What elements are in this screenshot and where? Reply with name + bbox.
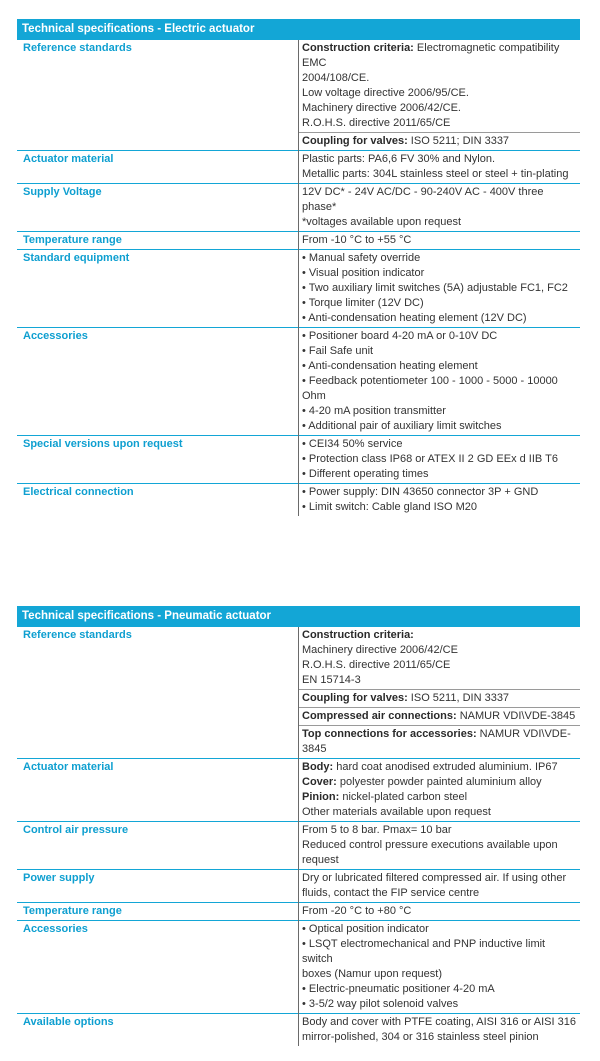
row-label-accessories: Accessories	[17, 921, 299, 1014]
table-row	[17, 151, 580, 184]
electric-table-header	[17, 19, 580, 40]
table-row	[17, 870, 580, 903]
coupling-label: Coupling for valves:	[302, 692, 408, 704]
construction-criteria-label: Construction criteria:	[302, 629, 414, 641]
table-row	[17, 436, 580, 484]
electric-table-title: Technical specifications - Electric actuator	[17, 19, 580, 40]
table-row	[17, 40, 580, 133]
row-value-control-air-pressure: From 5 to 8 bar. Pmax= 10 bar Reduced control pressure executions available upon request	[299, 822, 581, 870]
table-row	[17, 328, 580, 436]
table-row	[17, 759, 580, 822]
row-label-special-versions: Special versions upon request	[17, 436, 299, 484]
row-label-electrical-connection: Electrical connection	[17, 484, 299, 517]
row-label-temperature-range: Temperature range	[17, 232, 299, 250]
table-row	[17, 627, 580, 690]
table-row	[17, 903, 580, 921]
row-value-power-supply: Dry or lubricated filtered compressed air. If using other fluids, contact the FIP service centre	[299, 870, 581, 903]
table-row	[17, 484, 580, 517]
row-label-power-supply: Power supply	[17, 870, 299, 903]
row-value-available-options: Body and cover with PTFE coating, AISI 316 or AISI 316 mirror-polished, 304 or 316 stainless steel pinion	[299, 1014, 581, 1047]
row-value-coupling: Coupling for valves: ISO 5211, DIN 3337	[299, 690, 581, 708]
row-label-actuator-material: Actuator material	[17, 759, 299, 822]
pneumatic-table-title: Technical specifications - Pneumatic actuator	[17, 606, 580, 627]
table-row	[17, 232, 580, 250]
cover-label: Cover:	[302, 776, 337, 788]
pneumatic-spec-table	[17, 606, 580, 1046]
row-value-standard-equipment: • Manual safety override • Visual position indicator • Two auxiliary limit switches (5A) adjustable FC1, FC2 • Torque limiter (12V DC) • Anti-condensation heating element (12V DC)	[299, 250, 581, 328]
row-value-special-versions: • CEI34 50% service • Protection class IP68 or ATEX II 2 GD EEx d IIB T6 • Different operating times	[299, 436, 581, 484]
row-value-temperature-range: From -20 °C to +80 °C	[299, 903, 581, 921]
row-value-accessories: • Optical position indicator • LSQT electromechanical and PNP inductive limit switch boxes (Namur upon request) • Electric-pneumatic positioner 4-20 mA • 3-5/2 way pilot solenoid valves	[299, 921, 581, 1014]
row-value-temperature-range: From -10 °C to +55 °C	[299, 232, 581, 250]
row-label-accessories: Accessories	[17, 328, 299, 436]
row-value-reference-standards: Construction criteria: Electromagnetic compatibility EMC 2004/108/CE. Low voltage directive 2006/95/CE. Machinery directive 2006/42/CE. R.O.H.S. directive 2011/65/CE	[299, 40, 581, 133]
top-connections-label: Top connections for accessories:	[302, 728, 477, 740]
table-row	[17, 921, 580, 1014]
row-value-top-connections: Top connections for accessories: NAMUR VDI\VDE-3845	[299, 726, 581, 759]
row-value-coupling: Coupling for valves: ISO 5211; DIN 3337	[299, 133, 581, 151]
electric-spec-table	[17, 19, 580, 516]
row-label-control-air-pressure: Control air pressure	[17, 822, 299, 870]
compressed-air-label: Compressed air connections:	[302, 710, 457, 722]
pneumatic-table-header	[17, 606, 580, 627]
row-value-actuator-material: Body: hard coat anodised extruded aluminium. IP67 Cover: polyester powder painted aluminium alloy Pinion: nickel-plated carbon steel Other materials available upon request	[299, 759, 581, 822]
body-label: Body:	[302, 761, 334, 773]
row-label-available-options: Available options	[17, 1014, 299, 1047]
table-row	[17, 250, 580, 328]
pinion-label: Pinion:	[302, 791, 340, 803]
construction-criteria-label: Construction criteria:	[302, 42, 414, 54]
table-row	[17, 822, 580, 870]
row-label-reference-standards: Reference standards	[17, 627, 299, 759]
row-label-temperature-range: Temperature range	[17, 903, 299, 921]
row-label-actuator-material: Actuator material	[17, 151, 299, 184]
table-row	[17, 1014, 580, 1047]
row-value-actuator-material: Plastic parts: PA6,6 FV 30% and Nylon. Metallic parts: 304L stainless steel or steel + tin-plating	[299, 151, 581, 184]
row-value-accessories: • Positioner board 4-20 mA or 0-10V DC • Fail Safe unit • Anti-condensation heating element • Feedback potentiometer 100 - 1000 - 5000 - 10000 Ohm • 4-20 mA position transmitter • Additional pair of auxiliary limit switches	[299, 328, 581, 436]
row-label-supply-voltage: Supply Voltage	[17, 184, 299, 232]
row-value-compressed-air: Compressed air connections: NAMUR VDI\VDE-3845	[299, 708, 581, 726]
row-value-electrical-connection: • Power supply: DIN 43650 connector 3P + GND • Limit switch: Cable gland ISO M20	[299, 484, 581, 517]
table-row	[17, 184, 580, 232]
coupling-label: Coupling for valves:	[302, 135, 408, 147]
row-label-standard-equipment: Standard equipment	[17, 250, 299, 328]
row-value-supply-voltage: 12V DC* - 24V AC/DC - 90-240V AC - 400V three phase* *voltages available upon request	[299, 184, 581, 232]
row-value-reference-standards: Construction criteria: Machinery directive 2006/42/CE R.O.H.S. directive 2011/65/CE EN 15714-3	[299, 627, 581, 690]
row-label-reference-standards: Reference standards	[17, 40, 299, 151]
